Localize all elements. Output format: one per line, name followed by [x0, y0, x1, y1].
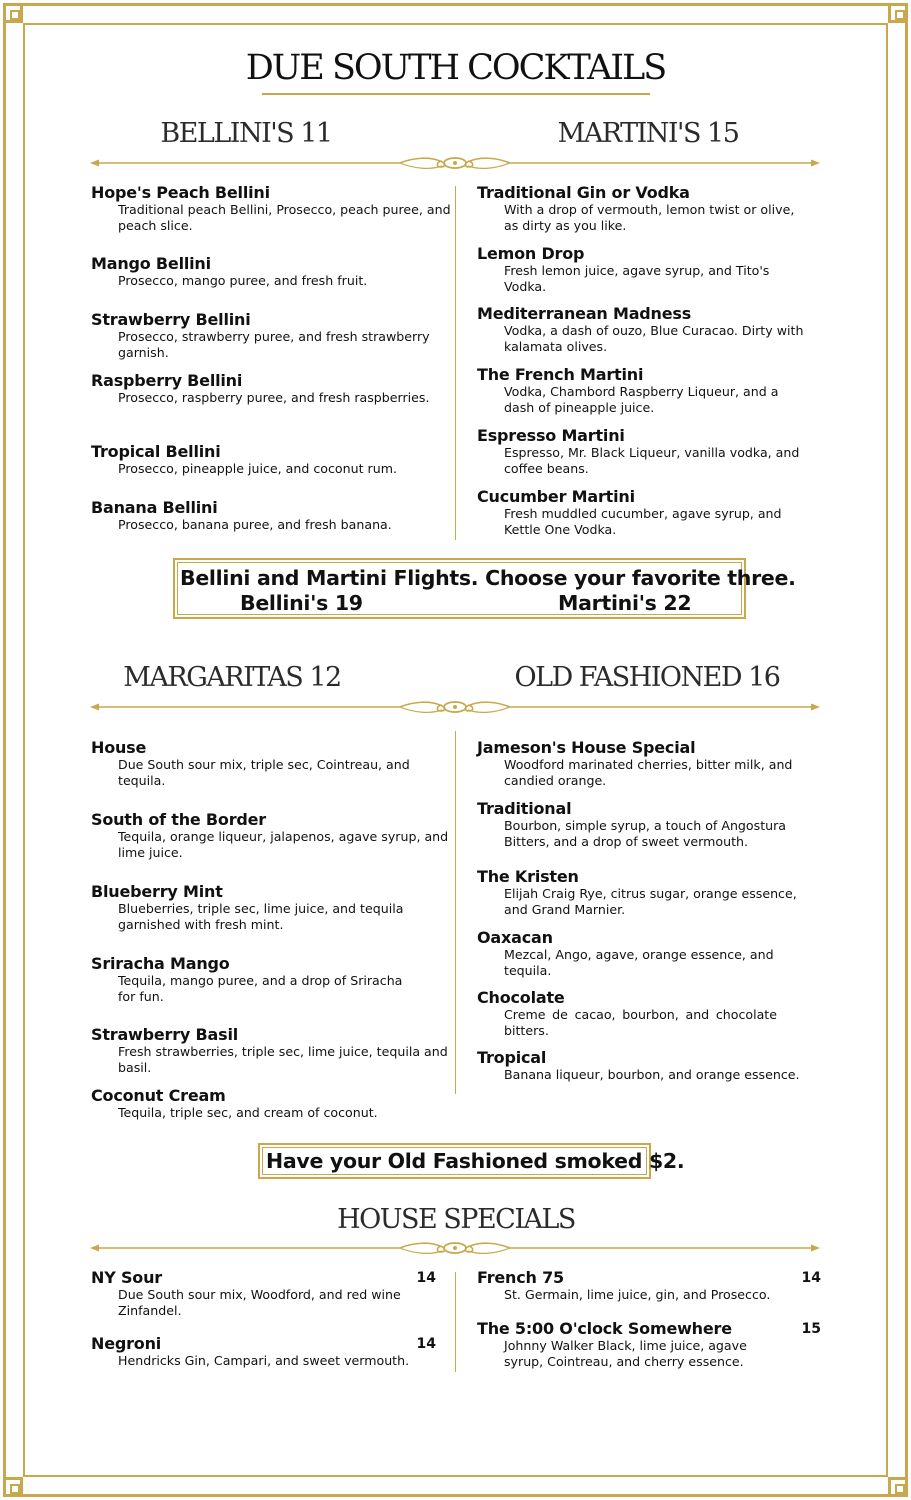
item-description: Tequila, mango puree, and a drop of Sriracha for fun.: [118, 973, 403, 1004]
column-divider: [455, 186, 456, 540]
item-description: Due South sour mix, triple sec, Cointreau, and tequila.: [118, 757, 410, 788]
list-item: [477, 867, 807, 918]
item-name: Traditional: [477, 799, 572, 818]
list-item: [91, 1268, 436, 1319]
item-name: Strawberry Basil: [91, 1025, 239, 1044]
item-name: South of the Border: [91, 810, 266, 829]
item-name: NY Sour: [91, 1268, 162, 1287]
item-description: Prosecco, mango puree, and fresh fruit.: [118, 273, 368, 288]
item-name: House: [91, 738, 147, 757]
item-description: Mezcal, Ango, agave, orange essence, and tequila.: [504, 947, 774, 978]
item-price: 14: [416, 1270, 436, 1286]
list-item: [477, 1268, 821, 1303]
list-item: [477, 928, 807, 979]
list-item: [91, 1025, 451, 1076]
item-description: Woodford marinated cherries, bitter milk, and candied orange.: [504, 757, 793, 788]
divider-ornament: [90, 153, 820, 173]
item-description: Tequila, triple sec, and cream of coconut.: [118, 1105, 378, 1120]
list-item: [91, 810, 451, 861]
item-name: Raspberry Bellini: [91, 371, 243, 390]
item-name: The French Martini: [477, 365, 644, 384]
list-item: [91, 498, 451, 533]
old-fashioned-heading: OLD FASHIONED 16: [514, 662, 780, 693]
item-name: Cucumber Martini: [477, 487, 635, 506]
item-description: Fresh muddled cucumber, agave syrup, and Kettle One Vodka.: [504, 506, 782, 537]
flights-headline: Bellini and Martini Flights. Choose your favorite three.: [180, 566, 796, 590]
item-name: Traditional Gin or Vodka: [477, 183, 690, 202]
item-description: With a drop of vermouth, lemon twist or olive, as dirty as you like.: [504, 202, 795, 233]
item-name: Espresso Martini: [477, 426, 625, 445]
list-item: [91, 442, 451, 477]
item-name: Hope's Peach Bellini: [91, 183, 270, 202]
item-description: Vodka, a dash of ouzo, Blue Curacao. Dirty with kalamata olives.: [504, 323, 804, 354]
list-item: [91, 954, 451, 1005]
item-name: The 5:00 O'clock Somewhere: [477, 1319, 732, 1338]
list-item: [91, 183, 451, 234]
item-description: Prosecco, strawberry puree, and fresh strawberry garnish.: [118, 329, 430, 360]
list-item: [477, 183, 807, 234]
corner-ornament: [888, 3, 908, 23]
list-item: [477, 1319, 821, 1370]
item-description: Prosecco, banana puree, and fresh banana.: [118, 517, 392, 532]
item-description: Espresso, Mr. Black Liqueur, vanilla vodka, and coffee beans.: [504, 445, 800, 476]
item-description: Johnny Walker Black, lime juice, agave syrup, Cointreau, and cherry essence.: [504, 1338, 747, 1369]
item-description: Banana liqueur, bourbon, and orange essence.: [504, 1067, 800, 1082]
item-name: Tropical: [477, 1048, 547, 1067]
flights-promo-box: [173, 558, 796, 619]
item-name: Lemon Drop: [477, 244, 585, 263]
list-item: [477, 244, 807, 295]
list-item: [91, 371, 451, 406]
item-description: Hendricks Gin, Campari, and sweet vermouth.: [118, 1353, 410, 1368]
divider-ornament: [90, 697, 820, 717]
item-description: Traditional peach Bellini, Prosecco, peach puree, and peach slice.: [118, 202, 451, 233]
house-specials-heading: HOUSE SPECIALS: [337, 1204, 575, 1235]
list-item: [477, 799, 807, 850]
smoked-promo-text: Have your Old Fashioned smoked $2.: [266, 1149, 685, 1173]
item-name: French 75: [477, 1268, 564, 1287]
item-name: Blueberry Mint: [91, 882, 223, 901]
corner-ornament: [888, 1477, 908, 1497]
list-item: [91, 310, 451, 361]
item-name: Oaxacan: [477, 928, 553, 947]
item-description: Blueberries, triple sec, lime juice, and tequila garnished with fresh mint.: [118, 901, 404, 932]
martini-heading: MARTINI'S 15: [557, 118, 739, 149]
corner-ornament: [3, 3, 23, 23]
item-description: Fresh lemon juice, agave syrup, and Tito's Vodka.: [504, 263, 770, 294]
item-price: 14: [416, 1336, 436, 1352]
item-name: Negroni: [91, 1334, 162, 1353]
list-item: [91, 254, 451, 289]
item-name: Banana Bellini: [91, 498, 218, 517]
item-description: Fresh strawberries, triple sec, lime juice, tequila and basil.: [118, 1044, 448, 1075]
menu-title: DUE SOUTH COCKTAILS: [245, 48, 666, 88]
item-description: Creme de cacao, bourbon, and chocolate bitters.: [504, 1007, 777, 1038]
divider-ornament: [90, 1238, 820, 1258]
list-item: [477, 1048, 807, 1083]
item-description: Prosecco, raspberry puree, and fresh raspberries.: [118, 390, 430, 405]
item-name: Mango Bellini: [91, 254, 211, 273]
list-item: [477, 988, 807, 1039]
item-description: Tequila, orange liqueur, jalapenos, agave syrup, and lime juice.: [118, 829, 449, 860]
list-item: [477, 426, 807, 477]
item-name: Strawberry Bellini: [91, 310, 251, 329]
item-name: Sriracha Mango: [91, 954, 230, 973]
item-price: 14: [801, 1270, 821, 1286]
item-description: Vodka, Chambord Raspberry Liqueur, and a dash of pineapple juice.: [504, 384, 779, 415]
item-name: Mediterranean Madness: [477, 304, 692, 323]
item-name: Chocolate: [477, 988, 565, 1007]
item-name: Coconut Cream: [91, 1086, 226, 1105]
item-price: 15: [801, 1321, 821, 1337]
corner-ornament: [3, 1477, 23, 1497]
list-item: [91, 738, 421, 789]
bellini-heading: BELLINI'S 11: [160, 118, 332, 149]
list-item: [91, 882, 451, 933]
list-item: [91, 1334, 436, 1369]
column-divider: [455, 1272, 456, 1372]
column-divider: [455, 731, 456, 1094]
list-item: [477, 365, 807, 416]
smoked-promo-box: [258, 1143, 685, 1179]
title-underline: [262, 93, 650, 95]
item-description: St. Germain, lime juice, gin, and Prosecco.: [504, 1287, 771, 1302]
list-item: [91, 1086, 451, 1121]
bellini-flight-price: Bellini's 19: [240, 591, 363, 615]
item-name: Jameson's House Special: [477, 738, 696, 757]
martini-flight-price: Martini's 22: [558, 591, 692, 615]
item-description: Bourbon, simple syrup, a touch of Angostura Bitters, and a drop of sweet vermouth.: [504, 818, 787, 849]
item-description: Prosecco, pineapple juice, and coconut rum.: [118, 461, 397, 476]
item-description: Elijah Craig Rye, citrus sugar, orange essence, and Grand Marnier.: [504, 886, 797, 917]
margaritas-heading: MARGARITAS 12: [123, 662, 341, 693]
item-name: Tropical Bellini: [91, 442, 221, 461]
list-item: [477, 304, 807, 355]
list-item: [477, 487, 807, 538]
item-name: The Kristen: [477, 867, 579, 886]
item-description: Due South sour mix, Woodford, and red wine Zinfandel.: [118, 1287, 401, 1318]
list-item: [477, 738, 807, 789]
